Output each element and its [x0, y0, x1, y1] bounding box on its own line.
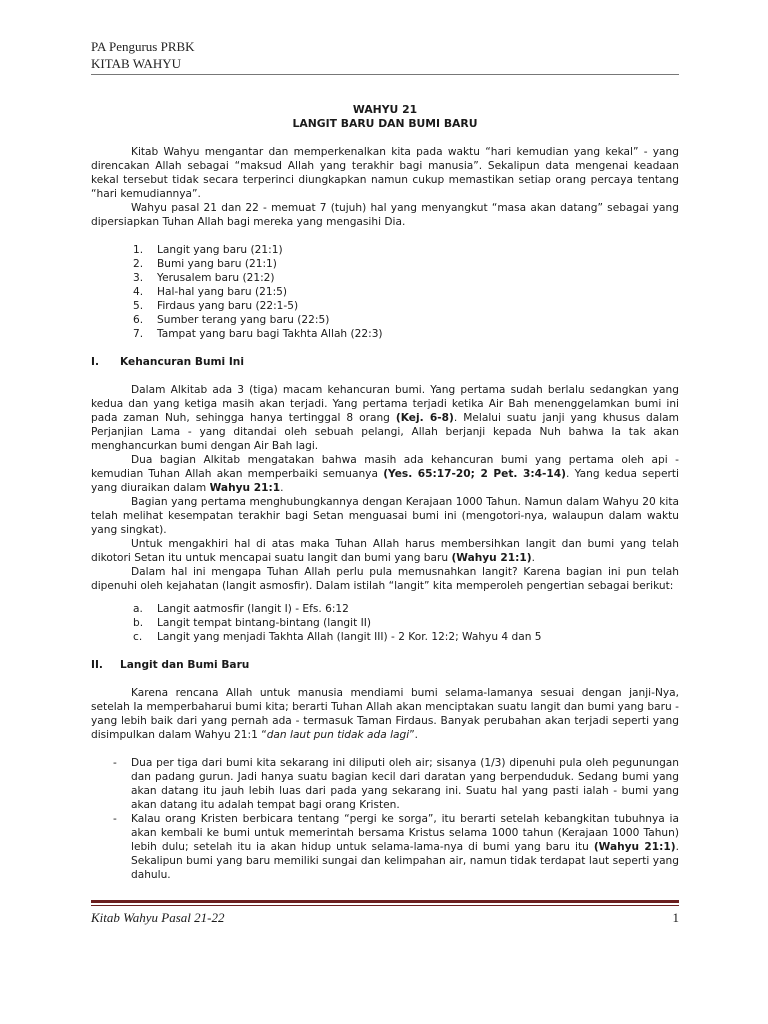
dash-list	[91, 756, 679, 882]
section-title: Langit dan Bumi Baru	[120, 659, 250, 671]
document-body	[91, 103, 679, 882]
scripture-reference: (Yes. 65:17-20; 2 Pet. 3:4-14)	[383, 468, 566, 480]
page-header	[91, 38, 195, 72]
list-item	[91, 630, 679, 644]
scripture-reference: (Kej. 6-8)	[395, 412, 454, 424]
scripture-reference: (Wahyu 21:1)	[593, 841, 676, 853]
list-item-text: Hal-hal yang baru (21:5)	[157, 286, 288, 298]
list-item-text: Tampat yang baru bagi Takhta Allah (22:3)	[157, 328, 383, 340]
list-item-text: Yerusalem baru (21:2)	[157, 272, 275, 284]
section-1-paragraph-5: Dalam hal ini mengapa Tuhan Allah perlu pula memusnahkan langit? Karena bagian ini pun telah dipenuhi oleh kejahatan (langit asmosfir). Dalam istilah “langit” kita memperoleh pengertian sebagai berikut:	[91, 566, 679, 592]
title-line-1: WAHYU 21	[352, 103, 418, 116]
section-marker: II.	[91, 659, 103, 671]
list-marker: 4.	[133, 286, 144, 298]
list-item	[91, 313, 679, 327]
scripture-reference: Wahyu 21:1	[209, 482, 281, 494]
list-marker: a.	[133, 603, 143, 615]
lettered-list	[91, 602, 679, 644]
list-marker: -	[113, 757, 117, 769]
list-item	[91, 327, 679, 341]
list-marker: -	[113, 813, 117, 825]
list-marker: 3.	[133, 272, 144, 284]
list-item	[91, 285, 679, 299]
intro-paragraph-2: Wahyu pasal 21 dan 22 - memuat 7 (tujuh) hal yang menyangkut “masa akan datang” sebagai yang dipersiapkan Tuhan Allah bagi mereka yang mengasihi Dia.	[91, 202, 679, 228]
section-1-paragraph-1: Dalam Alkitab ada 3 (tiga) macam kehancuran bumi. Yang pertama sudah berlalu sedangkan yang kedua dan yang ketiga masih akan terjadi. Yang pertama terjadi ketika Air Bah menenggelamkan bumi ini pada zaman Nuh, sehingga hanya tertinggal 8 orang (Kej. 6-8). Melalui suatu janji yang khusus dalam Perjanjian Lama - yang ditandai oleh sebuah pelangi, Allah berjanji kepada Nuh bahwa Ia tak akan menghancurkan bumi dengan Air Bah lagi.	[91, 384, 679, 452]
list-item	[91, 271, 679, 285]
footer-rule-thin	[91, 905, 679, 906]
footer-rule-thick	[91, 900, 679, 903]
list-marker: 5.	[133, 300, 144, 312]
list-item-text: Langit tempat bintang-bintang (langit II)	[157, 617, 372, 629]
list-marker: 6.	[133, 314, 144, 326]
scripture-reference: (Wahyu 21:1)	[451, 552, 532, 564]
list-marker: 1.	[133, 244, 144, 256]
list-item-text: Sumber terang yang baru (22:5)	[157, 314, 330, 326]
list-item-text: Langit yang menjadi Takhta Allah (langit III) - 2 Kor. 12:2; Wahyu 4 dan 5	[157, 631, 542, 643]
header-rule	[91, 74, 679, 75]
numbered-list	[91, 243, 679, 341]
section-2-paragraph-1: Karena rencana Allah untuk manusia mendiami bumi selama-lamanya sesuai dengan janji-Nya, setelah Ia memperbaharui bumi kita; berarti Tuhan Allah akan menciptakan suatu langit dan bumi yang baru - yang lebih baik dari yang pernah ada - termasuk Taman Firdaus. Banyak perubahan akan terjadi seperti yang disimpulkan dalam Wahyu 21:1 “dan laut pun tidak ada lagi”.	[91, 687, 679, 741]
footer-title: Kitab Wahyu Pasal 21-22	[91, 910, 225, 925]
section-title: Kehancuran Bumi Ini	[120, 356, 244, 368]
list-item-text: Bumi yang baru (21:1)	[157, 258, 277, 270]
list-item-text: Langit yang baru (21:1)	[157, 244, 283, 256]
list-item	[91, 257, 679, 271]
list-item	[91, 756, 679, 812]
section-1-paragraph-4: Untuk mengakhiri hal di atas maka Tuhan Allah harus membersihkan langit dan bumi yang telah dikotori Setan itu untuk mencapai suatu langit dan bumi yang baru (Wahyu 21:1).	[91, 538, 679, 564]
intro-paragraph-1: Kitab Wahyu mengantar dan memperkenalkan kita pada waktu “hari kemudian yang kekal” - yang direncakan Allah sebagai “maksud Allah yang terakhir bagi manusia”. Sekalipun data mengenai keadaan kekal tersebut tidak secara terperinci diungkapkan namun cukup memastikan setiap orang percaya tentang “hari kemudiannya”.	[91, 146, 679, 200]
title-line-2: LANGIT BARU DAN BUMI BARU	[292, 117, 478, 130]
list-marker: 7.	[133, 328, 144, 340]
list-item: - Kalau orang Kristen berbicara tentang “pergi ke sorga”, itu berarti setelah kebangkitan tubuhnya ia akan kembali ke bumi untuk memerintah bersama Kristus selama 1000 tahun (Kerajaan 1000 Tahun) lebih dulu; setelah itu ia akan hidup untuk selama-lama-nya di bumi yang baru itu (Wahyu 21:1). Sekalipun bumi yang baru memiliki sungai dan kelimpahan air, namun tidak terdapat laut seperti yang dahulu.	[113, 813, 679, 881]
header-line-1: PA Pengurus PRBK	[91, 39, 195, 54]
section-1-paragraph-2: Dua bagian Alkitab mengatakan bahwa masih ada kehancuran bumi yang pertama oleh api - kemudian Tuhan Allah akan memperbaiki semuanya (Yes. 65:17-20; 2 Pet. 3:4-14). Yang kedua seperti yang diuraikan dalam Wahyu 21:1.	[91, 454, 679, 494]
list-item	[91, 602, 679, 616]
list-item-text: Langit aatmosfir (langit I) - Efs. 6:12	[157, 603, 349, 615]
quote: dan laut pun tidak ada lagi	[266, 729, 410, 741]
list-item	[91, 243, 679, 257]
list-marker: c.	[133, 631, 143, 643]
list-marker: b.	[133, 617, 144, 629]
list-item	[91, 616, 679, 630]
section-1-heading	[91, 355, 679, 369]
page-number: 1	[672, 910, 679, 925]
list-marker: 2.	[133, 258, 144, 270]
header-line-2: KITAB WAHYU	[91, 56, 182, 71]
section-2-heading	[91, 658, 679, 672]
list-item	[91, 299, 679, 313]
page-footer	[91, 909, 679, 926]
section-marker: I.	[91, 356, 99, 368]
section-1-paragraph-3: Bagian yang pertama menghubungkannya dengan Kerajaan 1000 Tahun. Namun dalam Wahyu 20 kita telah melihat kesempatan terakhir bagi Setan menguasai bumi ini (mengotori-nya, walaupun dalam waktu yang singkat).	[91, 496, 679, 536]
list-item-text: Dua per tiga dari bumi kita sekarang ini diliputi oleh air; sisanya (1/3) dipenuhi pula oleh pegunungan dan padang gurun. Jadi hanya suatu bagian kecil dari daratan yang berpenduduk. Sedang bumi yang akan datang itu jauh lebih luas dari pada yang sekarang ini. Suatu hal yang pasti ialah - bumi yang akan datang itu adalah tempat bagi orang Kristen.	[131, 757, 679, 811]
list-item-text: Firdaus yang baru (22:1-5)	[157, 300, 299, 312]
